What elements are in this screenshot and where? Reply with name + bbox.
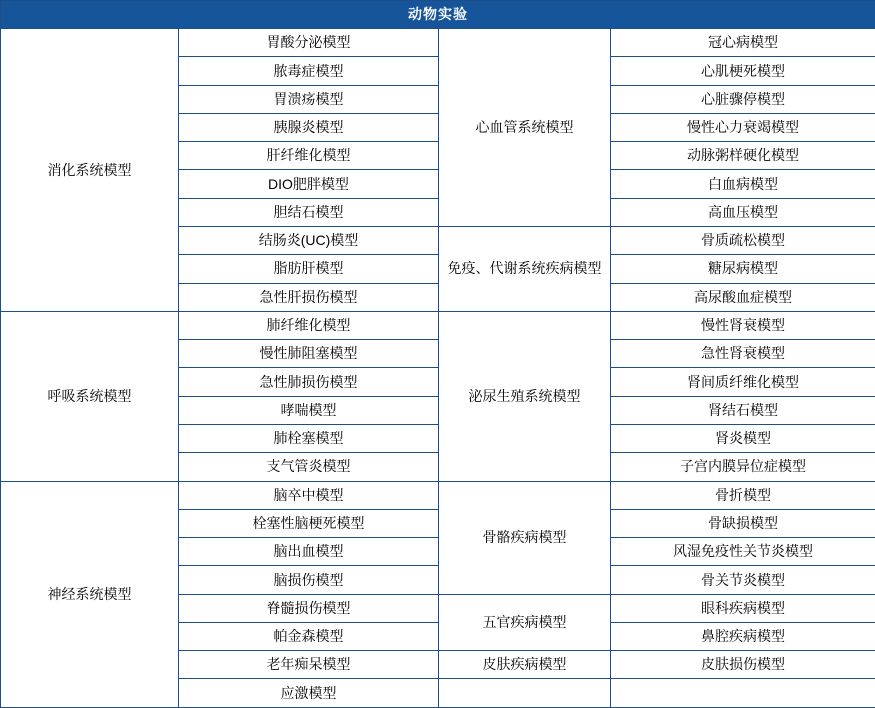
- model-item-right: 肾结石模型: [611, 396, 875, 424]
- model-item-left: 脓毒症模型: [179, 57, 439, 85]
- category-cell-right: 五官疾病模型: [439, 594, 611, 651]
- category-cell-right: 心血管系统模型: [439, 29, 611, 227]
- model-item-left: 急性肺损伤模型: [179, 368, 439, 396]
- model-item-left: 肺栓塞模型: [179, 424, 439, 452]
- model-item-right: 肾炎模型: [611, 424, 875, 452]
- category-cell-right: 皮肤疾病模型: [439, 651, 611, 679]
- model-item-right: 鼻腔疾病模型: [611, 622, 875, 650]
- model-item-left: 急性肝损伤模型: [179, 283, 439, 311]
- model-item-right: 眼科疾病模型: [611, 594, 875, 622]
- model-item-right: 骨关节炎模型: [611, 566, 875, 594]
- model-item-left: 帕金森模型: [179, 622, 439, 650]
- model-item-right: 高血压模型: [611, 198, 875, 226]
- model-item-left: 应激模型: [179, 679, 439, 707]
- model-item-left: 栓塞性脑梗死模型: [179, 509, 439, 537]
- table-header-row: [1, 1, 875, 29]
- model-item-left: 脊髓损伤模型: [179, 594, 439, 622]
- model-item-right: 心肌梗死模型: [611, 57, 875, 85]
- model-item-right: 骨折模型: [611, 481, 875, 509]
- table-row: [1, 29, 875, 57]
- model-item-right: 糖尿病模型: [611, 255, 875, 283]
- model-item-left: 肝纤维化模型: [179, 142, 439, 170]
- category-cell-left: 呼吸系统模型: [1, 311, 179, 481]
- model-item-left: 肺纤维化模型: [179, 311, 439, 339]
- page-title: 动物实验: [1, 1, 875, 29]
- category-cell-left: 神经系统模型: [1, 481, 179, 707]
- category-cell-right: 免疫、代谢系统疾病模型: [439, 226, 611, 311]
- model-item-right: 动脉粥样硬化模型: [611, 142, 875, 170]
- model-item-left: 支气管炎模型: [179, 453, 439, 481]
- model-item-right: 慢性肾衰模型: [611, 311, 875, 339]
- model-item-right: 心脏骤停模型: [611, 85, 875, 113]
- model-item-left: 老年痴呆模型: [179, 651, 439, 679]
- model-item-left: DIO肥胖模型: [179, 170, 439, 198]
- model-item-left: 脑卒中模型: [179, 481, 439, 509]
- model-item-right: 慢性心力衰竭模型: [611, 113, 875, 141]
- model-item-left: 脑损伤模型: [179, 566, 439, 594]
- model-item-left: 胃酸分泌模型: [179, 29, 439, 57]
- model-item-left: 胆结石模型: [179, 198, 439, 226]
- model-item-left: 胰腺炎模型: [179, 113, 439, 141]
- empty-cell: [611, 679, 875, 707]
- category-cell-left: 消化系统模型: [1, 29, 179, 312]
- model-item-right: 骨缺损模型: [611, 509, 875, 537]
- model-item-left: 胃溃疡模型: [179, 85, 439, 113]
- model-item-right: 风湿免疫性关节炎模型: [611, 538, 875, 566]
- model-item-right: 皮肤损伤模型: [611, 651, 875, 679]
- category-cell-right: 泌尿生殖系统模型: [439, 311, 611, 481]
- model-item-right: 肾间质纤维化模型: [611, 368, 875, 396]
- model-item-left: 结肠炎(UC)模型: [179, 226, 439, 254]
- model-item-right: 冠心病模型: [611, 29, 875, 57]
- model-item-left: 哮喘模型: [179, 396, 439, 424]
- empty-cell: [439, 679, 611, 707]
- model-item-left: 脂肪肝模型: [179, 255, 439, 283]
- model-item-right: 子宫内膜异位症模型: [611, 453, 875, 481]
- model-item-left: 慢性肺阻塞模型: [179, 340, 439, 368]
- table-row: [1, 481, 875, 509]
- model-item-right: 白血病模型: [611, 170, 875, 198]
- model-item-right: 急性肾衰模型: [611, 340, 875, 368]
- model-item-right: 高尿酸血症模型: [611, 283, 875, 311]
- table-row: [1, 311, 875, 339]
- category-cell-right: 骨骼疾病模型: [439, 481, 611, 594]
- model-item-left: 脑出血模型: [179, 538, 439, 566]
- model-item-right: 骨质疏松模型: [611, 226, 875, 254]
